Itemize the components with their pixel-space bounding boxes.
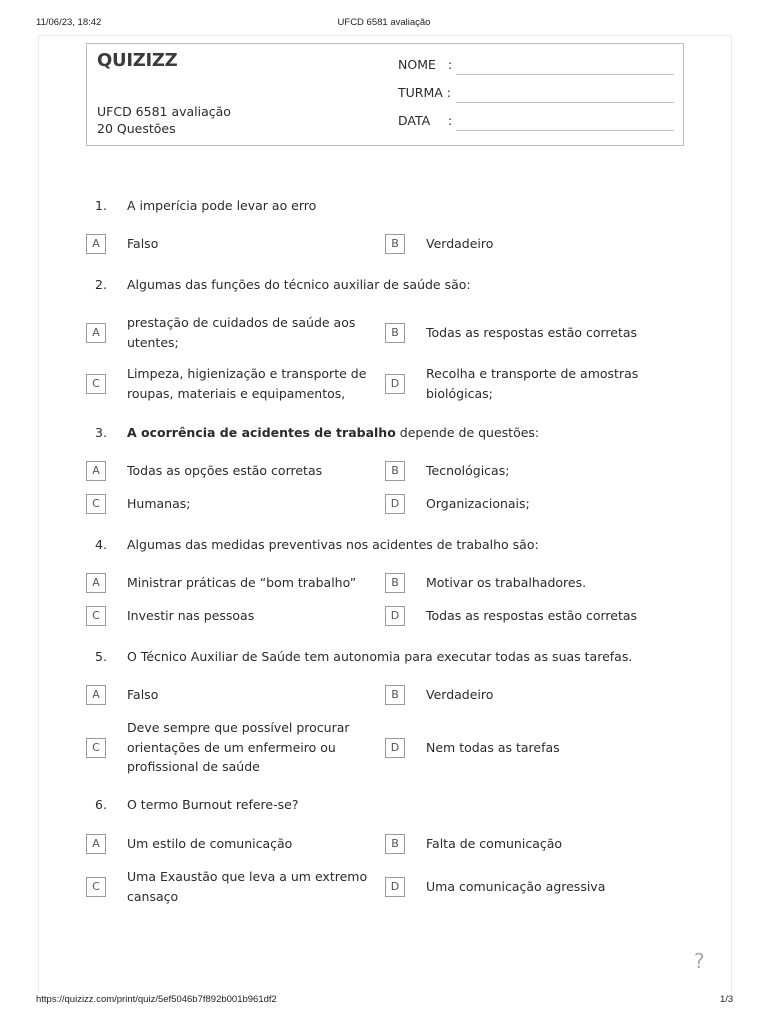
option-text: Investir nas pessoas [127,608,255,623]
question-text: O termo Burnout refere-se? [127,797,299,812]
option-letter-box: C [86,374,106,394]
option-letter-box: C [86,738,106,758]
option-letter-box: C [86,877,106,897]
option-text: Um estilo de comunicação [127,836,293,851]
question-text-bold: A ocorrência de acidentes de trabalho [127,425,396,440]
option-letter-box: A [86,685,106,705]
print-url: https://quizizz.com/print/quiz/5ef5046b7f892b001b961df2 [36,994,277,1005]
option-letter-box: D [385,606,405,626]
quiz-header-box [86,43,684,146]
question-text: O Técnico Auxiliar de Saúde tem autonomia para executar todas as suas tarefas. [127,649,633,664]
question-text: Algumas das funções do técnico auxiliar de saúde são: [127,277,471,292]
print-header [0,17,768,31]
class-line [456,102,674,103]
option-text: Deve sempre que possível procurar orientações de um enfermeiro ou profissional de saúde [127,720,350,774]
option-text: Uma comunicação agressiva [426,879,606,894]
option-text: Verdadeiro [426,687,494,702]
option-text: Todas as opções estão corretas [127,463,323,478]
print-title: UFCD 6581 avaliação [337,17,431,28]
option-letter-box: B [385,834,405,854]
option-text: prestação de cuidados de saúde aos utentes; [127,315,356,350]
question-number: 2. [95,277,107,292]
print-page-number: 1/3 [720,994,734,1005]
name-label: NOME [398,57,436,72]
option-letter-box: B [385,234,405,254]
class-label: TURMA : [398,85,451,100]
option-text: Ministrar práticas de “bom trabalho” [127,575,357,590]
option-letter-box: B [385,685,405,705]
class-field [398,85,674,105]
option-letter-box: A [86,323,106,343]
option-letter-box: D [385,877,405,897]
question-text [127,425,687,440]
option-letter-box: A [86,234,106,254]
date-field [398,113,674,133]
option-letter-box: A [86,573,106,593]
name-line [456,74,674,75]
option-text: Nem todas as tarefas [426,740,560,755]
option-letter-box: A [86,834,106,854]
question-number: 1. [95,198,107,213]
option-letter-box: D [385,494,405,514]
option-letter-box: B [385,461,405,481]
question-number: 6. [95,797,107,812]
option-text: Limpeza, higienização e transporte de roupas, materiais e equipamentos, [127,366,367,401]
name-field [398,57,674,77]
option-text: Falso [127,236,159,251]
option-letter-box: B [385,323,405,343]
option-text: Organizacionais; [426,496,530,511]
date-line [456,130,674,131]
question-number: 5. [95,649,107,664]
option-text: Falta de comunicação [426,836,563,851]
option-letter-box: D [385,738,405,758]
question-text-rest: depende de questões: [395,425,540,440]
question-number: 3. [95,425,107,440]
quizizz-logo: QUIZIZZ [97,50,178,71]
option-text: Humanas; [127,496,191,511]
question-text: Algumas das medidas preventivas nos acidentes de trabalho são: [127,537,539,552]
option-letter-box: A [86,461,106,481]
option-text: Falso [127,687,159,702]
option-letter-box: D [385,374,405,394]
print-datetime: 11/06/23, 18:42 [36,17,102,28]
question-number: 4. [95,537,107,552]
date-colon: : [448,113,453,128]
option-text: Motivar os trabalhadores. [426,575,587,590]
option-text: Recolha e transporte de amostras biológicas; [426,366,639,401]
option-letter-box: C [86,606,106,626]
help-icon[interactable]: ? [694,949,705,973]
option-text: Todas as respostas estão corretas [426,325,638,340]
question-count: 20 Questões [97,121,176,136]
option-text: Verdadeiro [426,236,494,251]
option-text: Uma Exaustão que leva a um extremo cansaço [127,869,368,904]
date-label: DATA [398,113,431,128]
option-letter-box: B [385,573,405,593]
name-colon: : [448,57,453,72]
option-text: Todas as respostas estão corretas [426,608,638,623]
quiz-title: UFCD 6581 avaliação [97,104,231,119]
option-letter-box: C [86,494,106,514]
option-text: Tecnológicas; [426,463,510,478]
question-text: A imperícia pode levar ao erro [127,198,317,213]
